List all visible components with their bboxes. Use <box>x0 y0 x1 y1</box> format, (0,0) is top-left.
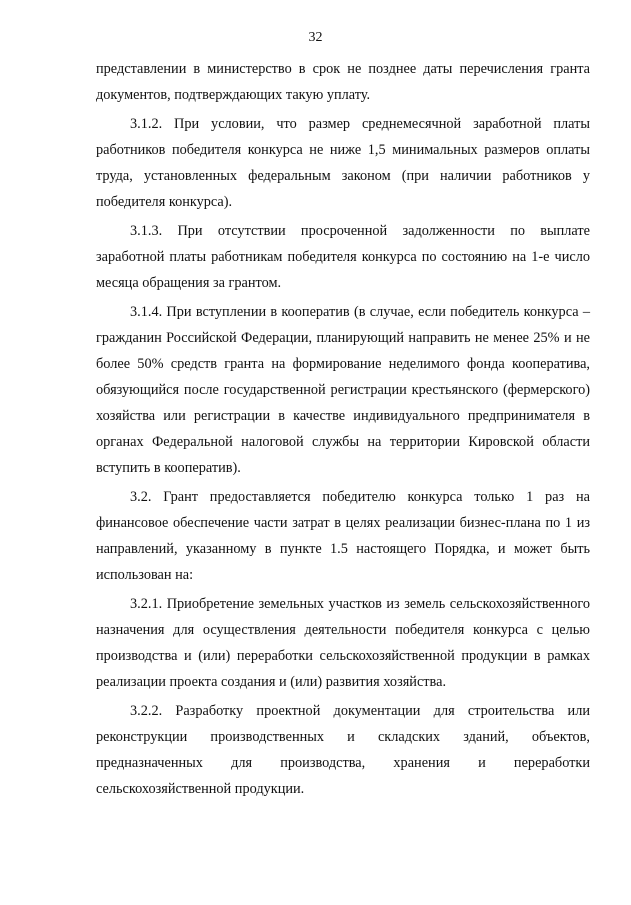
paragraph-3-2-1: 3.2.1. Приобретение земельных участков из земель сельскохозяйственного назначения для осуществления деятельности победителя конкурса с целью производства и (или) переработки сельскохозяйственной продукции в рамках реализации проекта создания и (или) развития хозяйства. <box>96 596 590 690</box>
paragraph-3-2: 3.2. Грант предоставляется победителю конкурса только 1 раз на финансовое обеспечение части затрат в целях реализации бизнес-плана по 1 из направлений, указанному в пункте 1.5 настоящего Порядка, и может быть использован на: <box>96 489 590 583</box>
paragraph-3-2-2: 3.2.2. Разработку проектной документации для строительства или реконструкции производственных и складских зданий, объектов, предназначенных для производства, хранения и переработки сельскохозяйственной продукции. <box>96 703 590 797</box>
paragraph-3-1-3: 3.1.3. При отсутствии просроченной задолженности по выплате заработной платы работникам победителя конкурса по состоянию на 1-е число месяца обращения за грантом. <box>96 223 590 291</box>
document-body <box>96 56 590 802</box>
paragraph-3-1-2: 3.1.2. При условии, что размер среднемесячной заработной платы работников победителя конкурса не ниже 1,5 минимальных размеров оплаты труда, установленных федеральным законом (при наличии работников у победителя конкурса). <box>96 116 590 210</box>
paragraph-3-1-4: 3.1.4. При вступлении в кооператив (в случае, если победитель конкурса – гражданин Российской Федерации, планирующий направить не менее 25% и не более 50% средств гранта на формирование неделимого фонда кооператива, обязующийся после государственной регистрации крестьянского (фермерского) хозяйства или регистрации в качестве индивидуального предпринимателя в органах Федеральной налоговой службы на территории Кировской области вступить в кооператив). <box>96 304 590 476</box>
paragraph-continuation: представлении в министерство в срок не позднее даты перечисления гранта документов, подтверждающих такую уплату. <box>96 61 590 103</box>
page-number: 32 <box>308 30 323 45</box>
